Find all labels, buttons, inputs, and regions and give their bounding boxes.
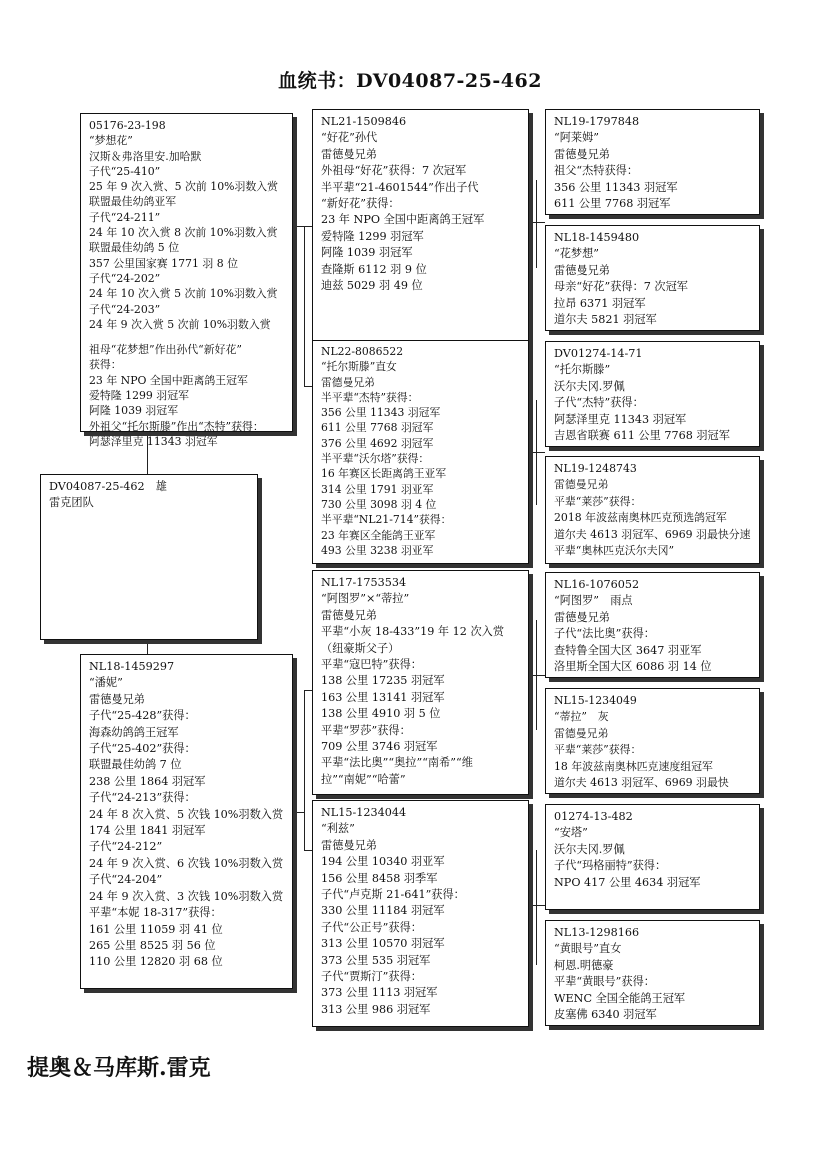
- pedigree-line: 拉昂 6371 羽冠军: [554, 296, 646, 310]
- great-grandparent-box: [545, 572, 760, 678]
- pedigree-line: 子代“24-212”: [89, 840, 163, 854]
- pedigree-line: 祖父“杰特获得：: [554, 164, 639, 178]
- pedigree-line: 迪兹 5029 羽 49 位: [321, 279, 423, 293]
- pedigree-line: 半平辈“杰特”获得：: [321, 390, 419, 404]
- pedigree-line: 子代“杰特”获得：: [554, 396, 644, 410]
- pedigree-line: 18 年波兹南奥林匹克速度组冠军: [554, 759, 713, 773]
- pedigree-line: 道尔夫 4613 羽冠军、6969 羽最快: [554, 776, 729, 790]
- pedigree-line: 356 公里 11343 羽冠军: [321, 406, 441, 420]
- pedigree-line: 24 年 10 次入赏 5 次前 10%羽数入赏: [89, 287, 278, 301]
- pedigree-line: 半平辈“21-4601544”作出子代: [321, 180, 479, 194]
- pedigree-line: 爱特隆 1299 羽冠军: [89, 389, 189, 403]
- pedigree-line: 祖母“花梦想”作出孙代“新好花”: [89, 343, 242, 357]
- pedigree-line: 拉”“南妮”“哈蕾”: [321, 772, 406, 786]
- connector-line: [304, 690, 305, 850]
- connector-line: [304, 226, 305, 386]
- pedigree-line: 联盟最佳幼鸽 7 位: [89, 758, 182, 772]
- owner-name: 提奥＆马库斯.雷克: [27, 1055, 211, 1081]
- pedigree-line: 493 公里 3238 羽亚军: [321, 543, 434, 557]
- pedigree-line: 平辈“莱莎”获得：: [554, 494, 642, 508]
- pedigree-line: 外祖父“托尔斯滕”作出“杰特”获得：: [89, 419, 264, 433]
- pedigree-line: 平辈“罗莎”获得：: [321, 723, 411, 737]
- pedigree-line: “潘妮”: [89, 676, 123, 690]
- pedigree-line: NL17-1753534: [321, 576, 407, 589]
- pedigree-line: 道尔夫 5821 羽冠军: [554, 313, 657, 327]
- pedigree-line: 138 公里 17235 羽冠军: [321, 674, 445, 688]
- subject-ring: DV04087-25-462: [49, 480, 145, 493]
- pedigree-line: NL16-1076052: [554, 578, 640, 591]
- pedigree-line: 沃尔夫冈.罗佩: [554, 842, 625, 856]
- grandsire-sire-box: [312, 109, 529, 343]
- pedigree-line: 皮塞佛 6340 羽冠军: [554, 1008, 657, 1022]
- pedigree-line: DV01274-14-71: [554, 347, 643, 360]
- pedigree-line: 联盟最佳幼鸽 5 位: [89, 241, 180, 255]
- pedigree-line: 163 公里 13141 羽冠军: [321, 690, 445, 704]
- great-grandparent-box: [545, 920, 760, 1026]
- pedigree-line: 24 年 10 次入赏 8 次前 10%羽数入赏: [89, 226, 278, 240]
- subject-box: [40, 474, 258, 640]
- pedigree-line: “新好花”获得：: [321, 197, 400, 211]
- pedigree-line: 194 公里 10340 羽亚军: [321, 855, 445, 869]
- pedigree-line: 阿瑟泽里克 11343 羽冠军: [89, 434, 218, 448]
- pedigree-line: 子代“25-410”: [89, 164, 161, 178]
- pedigree-line: 外祖母“好花”获得：7 次冠军: [321, 164, 467, 178]
- connector-line: [529, 905, 545, 906]
- pedigree-line: NL15-1234049: [554, 694, 637, 707]
- pedigree-line: 子代“法比奥”获得：: [554, 627, 655, 641]
- pedigree-line: （纽豪斯父子）: [321, 641, 400, 655]
- great-grandparent-box: [545, 804, 760, 910]
- pedigree-line: 611 公里 7768 羽冠军: [554, 197, 671, 211]
- pedigree-line: 161 公里 11059 羽 41 位: [89, 922, 223, 936]
- connector-line: [529, 452, 545, 453]
- sire-box: [80, 113, 293, 448]
- connector-line: [304, 690, 312, 691]
- pedigree-line: 雷德曼兄弟: [554, 726, 609, 740]
- pedigree-line: 联盟最佳幼鸽亚军: [89, 195, 177, 209]
- pedigree-line: 357 公里国家赛 1771 羽 8 位: [89, 256, 238, 270]
- pedigree-line: 373 公里 535 羽冠军: [321, 953, 431, 967]
- pedigree-line: 330 公里 11184 羽冠军: [321, 904, 445, 918]
- pedigree-line: 01274-13-482: [554, 810, 633, 823]
- pedigree-line: “安塔”: [554, 826, 588, 840]
- great-grandparent-box: [545, 109, 760, 215]
- connector-line: [304, 386, 312, 387]
- connector-line: [529, 675, 545, 676]
- pedigree-line: 平辈“法比奥”“奥拉”“南希”“维: [321, 756, 473, 770]
- pedigree-line: 24 年 9 次入赏、6 次钱 10%羽数入赏: [89, 856, 284, 870]
- pedigree-line: WENC 全国全能鸽王冠军: [554, 991, 686, 1005]
- pedigree-line: 156 公里 8458 羽季军: [321, 871, 438, 885]
- connector-line: [304, 850, 312, 851]
- great-grandparent-box: [545, 688, 760, 794]
- pedigree-line: “梦想花”: [89, 134, 133, 148]
- pedigree-line: 23 年 NPO 全国中距离鸽王冠军: [89, 373, 248, 387]
- pedigree-line: 洛里斯全国大区 6086 羽 14 位: [554, 660, 712, 674]
- great-grandparent-box: [545, 341, 760, 447]
- pedigree-line: 356 公里 11343 羽冠军: [554, 180, 678, 194]
- pedigree-line: 子代“24-203”: [89, 302, 161, 316]
- connector-line: [304, 226, 312, 227]
- pedigree-line: 沃尔夫冈.罗佩: [554, 379, 625, 393]
- pedigree-line: 子代“贾斯汀”获得：: [321, 970, 422, 984]
- pedigree-line: 雷德曼兄弟: [554, 610, 610, 624]
- pedigree-line: 雷德曼兄弟: [321, 375, 375, 389]
- pedigree-line: 雷德曼兄弟: [321, 838, 377, 852]
- granddam-dam-box: [312, 800, 529, 1027]
- pedigree-line: NL19-1248743: [554, 462, 637, 475]
- pedigree-line: 730 公里 3098 羽 4 位: [321, 497, 437, 511]
- great-grandparent-box: [545, 456, 760, 564]
- pedigree-line: 子代“玛格丽特”获得：: [554, 859, 667, 873]
- pedigree-line: 阿隆 1039 羽冠军: [321, 246, 413, 260]
- pedigree-line: 24 年 8 次入赏、5 次钱 10%羽数入赏: [89, 807, 284, 821]
- pedigree-line: “托尔斯滕”直女: [321, 360, 397, 374]
- pedigree-line: 雷德曼兄弟: [554, 478, 609, 492]
- pedigree-line: 吉恩省联赛 611 公里 7768 羽冠军: [554, 429, 730, 443]
- pedigree-line: 16 年赛区长距离鸽王亚军: [321, 467, 447, 481]
- pedigree-line: 母亲“好花”获得：7 次冠军: [554, 280, 688, 294]
- pedigree-line: 25 年 9 次入赏、5 次前 10%羽数入赏: [89, 180, 279, 194]
- pedigree-line: 爱特隆 1299 羽冠军: [321, 229, 424, 243]
- dam-box: [80, 654, 293, 989]
- pedigree-line: 海森幼鸽鸽王冠军: [89, 725, 179, 739]
- pedigree-line: 雷德曼兄弟: [321, 608, 377, 622]
- pedigree-line: “阿莱姆”: [554, 131, 600, 145]
- pedigree-line: 24 年 9 次入赏 5 次前 10%羽数入赏: [89, 317, 271, 331]
- pedigree-line: 半平辈“沃尔塔”获得：: [321, 452, 430, 466]
- pedigree-line: “托尔斯滕”: [554, 363, 611, 377]
- pedigree-line: 子代“24-202”: [89, 271, 161, 285]
- pedigree-line: 110 公里 12820 羽 68 位: [89, 955, 223, 969]
- pedigree-line: “好花”孙代: [321, 131, 378, 145]
- pedigree-line: NL13-1298166: [554, 926, 640, 939]
- granddam-sire-box: [312, 340, 529, 564]
- pedigree-line: 查隆斯 6112 羽 9 位: [321, 262, 427, 276]
- pedigree-line: 雷德曼兄弟: [89, 692, 145, 706]
- pedigree-line: 373 公里 1113 羽冠军: [321, 986, 438, 1000]
- pedigree-line: 查特鲁全国大区 3647 羽亚军: [554, 643, 702, 657]
- connector-line: [529, 222, 545, 223]
- pedigree-line: 平辈“莱莎”获得：: [554, 743, 642, 757]
- connector-line: [536, 180, 537, 268]
- pedigree-line: 柯恩.明德豪: [554, 958, 614, 972]
- pedigree-line: NL18-1459480: [554, 231, 640, 244]
- pedigree-line: 子代“24-213”获得：: [89, 791, 196, 805]
- connector-line: [293, 812, 304, 813]
- pedigree-line: 611 公里 7768 羽冠军: [321, 421, 434, 435]
- pedigree-line: 阿瑟泽里克 11343 羽冠军: [554, 412, 687, 426]
- pedigree-line: 平辈“小灰 18-433”19 年 12 次入赏: [321, 625, 505, 639]
- pedigree-line: 汉斯＆弗洛里安.加哈默: [89, 149, 202, 163]
- pedigree-line: NPO 417 公里 4634 羽冠军: [554, 875, 701, 889]
- pedigree-line: 子代“25-428”获得：: [89, 709, 196, 723]
- connector-line: [536, 850, 537, 965]
- pedigree-line: “蒂拉” 灰: [554, 710, 609, 724]
- pedigree-line: 174 公里 1841 羽冠军: [89, 824, 206, 838]
- pedigree-line: “花梦想”: [554, 247, 600, 261]
- pedigree-line: 23 年 NPO 全国中距离鸽王冠军: [321, 213, 485, 227]
- pedigree-line: 709 公里 3746 羽冠军: [321, 740, 438, 754]
- pedigree-line: 道尔夫 4613 羽冠军、6969 羽最快分速: [554, 527, 751, 541]
- pedigree-line: 平辈“本妮 18-317”获得：: [89, 906, 222, 920]
- subject-sex: 雄: [155, 480, 167, 493]
- pedigree-line: 23 年赛区全能鸽王亚军: [321, 528, 436, 542]
- pedigree-line: NL21-1509846: [321, 115, 407, 128]
- subject-breeder: 雷克团队: [49, 496, 94, 510]
- pedigree-line: NL18-1459297: [89, 660, 175, 673]
- pedigree-line: NL22-8086522: [321, 345, 404, 358]
- pedigree-line: 子代“公正号”获得：: [321, 920, 422, 934]
- pedigree-line: 子代“24-204”: [89, 873, 163, 887]
- subject-ring-line: [49, 479, 251, 495]
- pedigree-line: 子代“24-211”: [89, 210, 161, 224]
- pedigree-line: “阿图罗”×“蒂拉”: [321, 592, 410, 606]
- pedigree-line: 获得：: [89, 358, 122, 372]
- pedigree-line: 平辈“奥林匹克沃尔夫冈”: [554, 544, 675, 558]
- pedigree-line: “阿图罗” 雨点: [554, 594, 633, 608]
- great-grandparent-box: [545, 225, 760, 331]
- pedigree-line: 24 年 9 次入赏、3 次钱 10%羽数入赏: [89, 889, 284, 903]
- pedigree-line: 子代“25-402”获得：: [89, 742, 196, 756]
- connector-line: [293, 226, 304, 227]
- grandsire-dam-box: [312, 570, 529, 795]
- pedigree-line: 半平辈“NL21-714”获得：: [321, 513, 452, 527]
- pedigree-line: 2018 年波兹南奥林匹克预选鸽冠军: [554, 511, 727, 525]
- pedigree-line: 雷德曼兄弟: [554, 263, 610, 277]
- pedigree-line: “利兹”: [321, 822, 355, 836]
- pedigree-line: 雷德曼兄弟: [554, 147, 610, 161]
- pedigree-line: 子代“卢克斯 21-641”获得：: [321, 888, 465, 902]
- pedigree-line: NL15-1234044: [321, 806, 407, 819]
- pedigree-line: “黄眼号”直女: [554, 942, 622, 956]
- pedigree-line: 376 公里 4692 羽冠军: [321, 436, 434, 450]
- pedigree-line: 314 公里 1791 羽亚军: [321, 482, 434, 496]
- pedigree-line: 平辈“寇巴特”获得：: [321, 658, 422, 672]
- pedigree-line: 238 公里 1864 羽冠军: [89, 774, 206, 788]
- pedigree-line: NL19-1797848: [554, 115, 640, 128]
- pedigree-line: 平辈“黄眼号”获得：: [554, 975, 655, 989]
- pedigree-line: 雷德曼兄弟: [321, 147, 377, 161]
- pedigree-line: 138 公里 4910 羽 5 位: [321, 707, 441, 721]
- pedigree-line: 313 公里 986 羽冠军: [321, 1002, 431, 1016]
- pedigree-line: 05176-23-198: [89, 119, 166, 132]
- connector-line: [147, 640, 148, 654]
- pedigree-line: 313 公里 10570 羽冠军: [321, 937, 445, 951]
- pedigree-line: 阿隆 1039 羽冠军: [89, 404, 179, 418]
- pedigree-line: 265 公里 8525 羽 56 位: [89, 938, 216, 952]
- page-title: 血统书：DV04087-25-462: [278, 70, 542, 92]
